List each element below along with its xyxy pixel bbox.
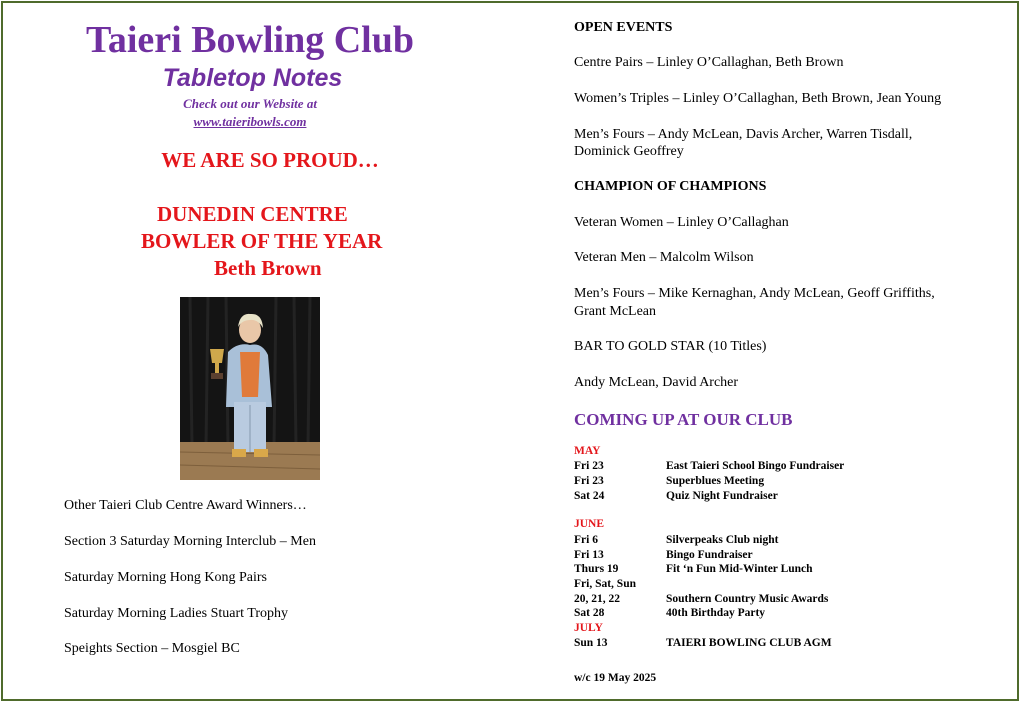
award-winner-item: Speights Section – Mosgiel BC bbox=[64, 641, 240, 656]
event-date: Fri 23 bbox=[574, 475, 604, 487]
award-winner-name: Beth Brown bbox=[214, 256, 322, 280]
proud-headline: WE ARE SO PROUD… bbox=[161, 148, 379, 172]
award-winner-item: Section 3 Saturday Morning Interclub – Men bbox=[64, 534, 316, 549]
event-date: 20, 21, 22 bbox=[574, 593, 620, 605]
month-label-june: JUNE bbox=[574, 518, 605, 530]
event-date: Fri 23 bbox=[574, 460, 604, 472]
week-commencing: w/c 19 May 2025 bbox=[574, 672, 657, 684]
event-title: Fit ‘n Fun Mid-Winter Lunch bbox=[666, 563, 813, 575]
open-event-line: Dominick Geoffrey bbox=[574, 144, 684, 159]
champion-line: Grant McLean bbox=[574, 304, 657, 319]
website-prompt: Check out our Website at bbox=[183, 96, 317, 111]
event-title: Superblues Meeting bbox=[666, 475, 765, 487]
event-title: East Taieri School Bingo Fundraiser bbox=[666, 460, 845, 472]
open-event-line: Women’s Triples – Linley O’Callaghan, Beth Brown, Jean Young bbox=[574, 91, 942, 106]
open-event-line: Men’s Fours – Andy McLean, Davis Archer, Warren Tisdall, bbox=[574, 127, 913, 142]
event-date: Thurs 19 bbox=[574, 563, 619, 575]
other-award-winners-heading: Other Taieri Club Centre Award Winners… bbox=[64, 498, 307, 513]
month-label-may: MAY bbox=[574, 445, 601, 457]
champion-line: Veteran Women – Linley O’Callaghan bbox=[574, 215, 789, 230]
award-title-line2: BOWLER OF THE YEAR bbox=[141, 229, 383, 253]
event-title: Bingo Fundraiser bbox=[666, 549, 753, 561]
champion-line: Men’s Fours – Mike Kernaghan, Andy McLean, Geoff Griffiths, bbox=[574, 286, 935, 301]
winner-photo-illustration bbox=[180, 297, 320, 480]
gold-star-heading: BAR TO GOLD STAR (10 Titles) bbox=[574, 339, 767, 354]
champion-line: Veteran Men – Malcolm Wilson bbox=[574, 250, 754, 265]
open-events-heading: OPEN EVENTS bbox=[574, 20, 673, 35]
event-title: TAIERI BOWLING CLUB AGM bbox=[666, 637, 832, 649]
event-date: Fri, Sat, Sun bbox=[574, 578, 636, 590]
newsletter-subtitle: Tabletop Notes bbox=[162, 64, 343, 92]
event-date: Sun 13 bbox=[574, 637, 608, 649]
winner-photo bbox=[180, 297, 320, 480]
event-date: Sat 28 bbox=[574, 607, 605, 619]
right-column bbox=[574, 0, 1014, 700]
award-winner-item: Saturday Morning Hong Kong Pairs bbox=[64, 570, 267, 585]
event-date: Fri 13 bbox=[574, 549, 604, 561]
coming-up-heading: COMING UP AT OUR CLUB bbox=[574, 410, 793, 429]
event-title: 40th Birthday Party bbox=[666, 607, 766, 619]
award-winner-item: Saturday Morning Ladies Stuart Trophy bbox=[64, 606, 288, 621]
event-date: Sat 24 bbox=[574, 490, 605, 502]
event-date: Fri 6 bbox=[574, 534, 598, 546]
event-title: Quiz Night Fundraiser bbox=[666, 490, 778, 502]
event-title: Southern Country Music Awards bbox=[666, 593, 829, 605]
club-title: Taieri Bowling Club bbox=[85, 19, 414, 61]
open-event-line: Centre Pairs – Linley O’Callaghan, Beth Brown bbox=[574, 55, 844, 70]
champions-heading: CHAMPION OF CHAMPIONS bbox=[574, 179, 767, 194]
event-title: Silverpeaks Club night bbox=[666, 534, 779, 546]
gold-star-names: Andy McLean, David Archer bbox=[574, 375, 739, 390]
month-label-july: JULY bbox=[574, 622, 603, 634]
award-title-line1: DUNEDIN CENTRE bbox=[157, 202, 348, 226]
website-link[interactable]: www.taieribowls.com bbox=[193, 114, 307, 129]
